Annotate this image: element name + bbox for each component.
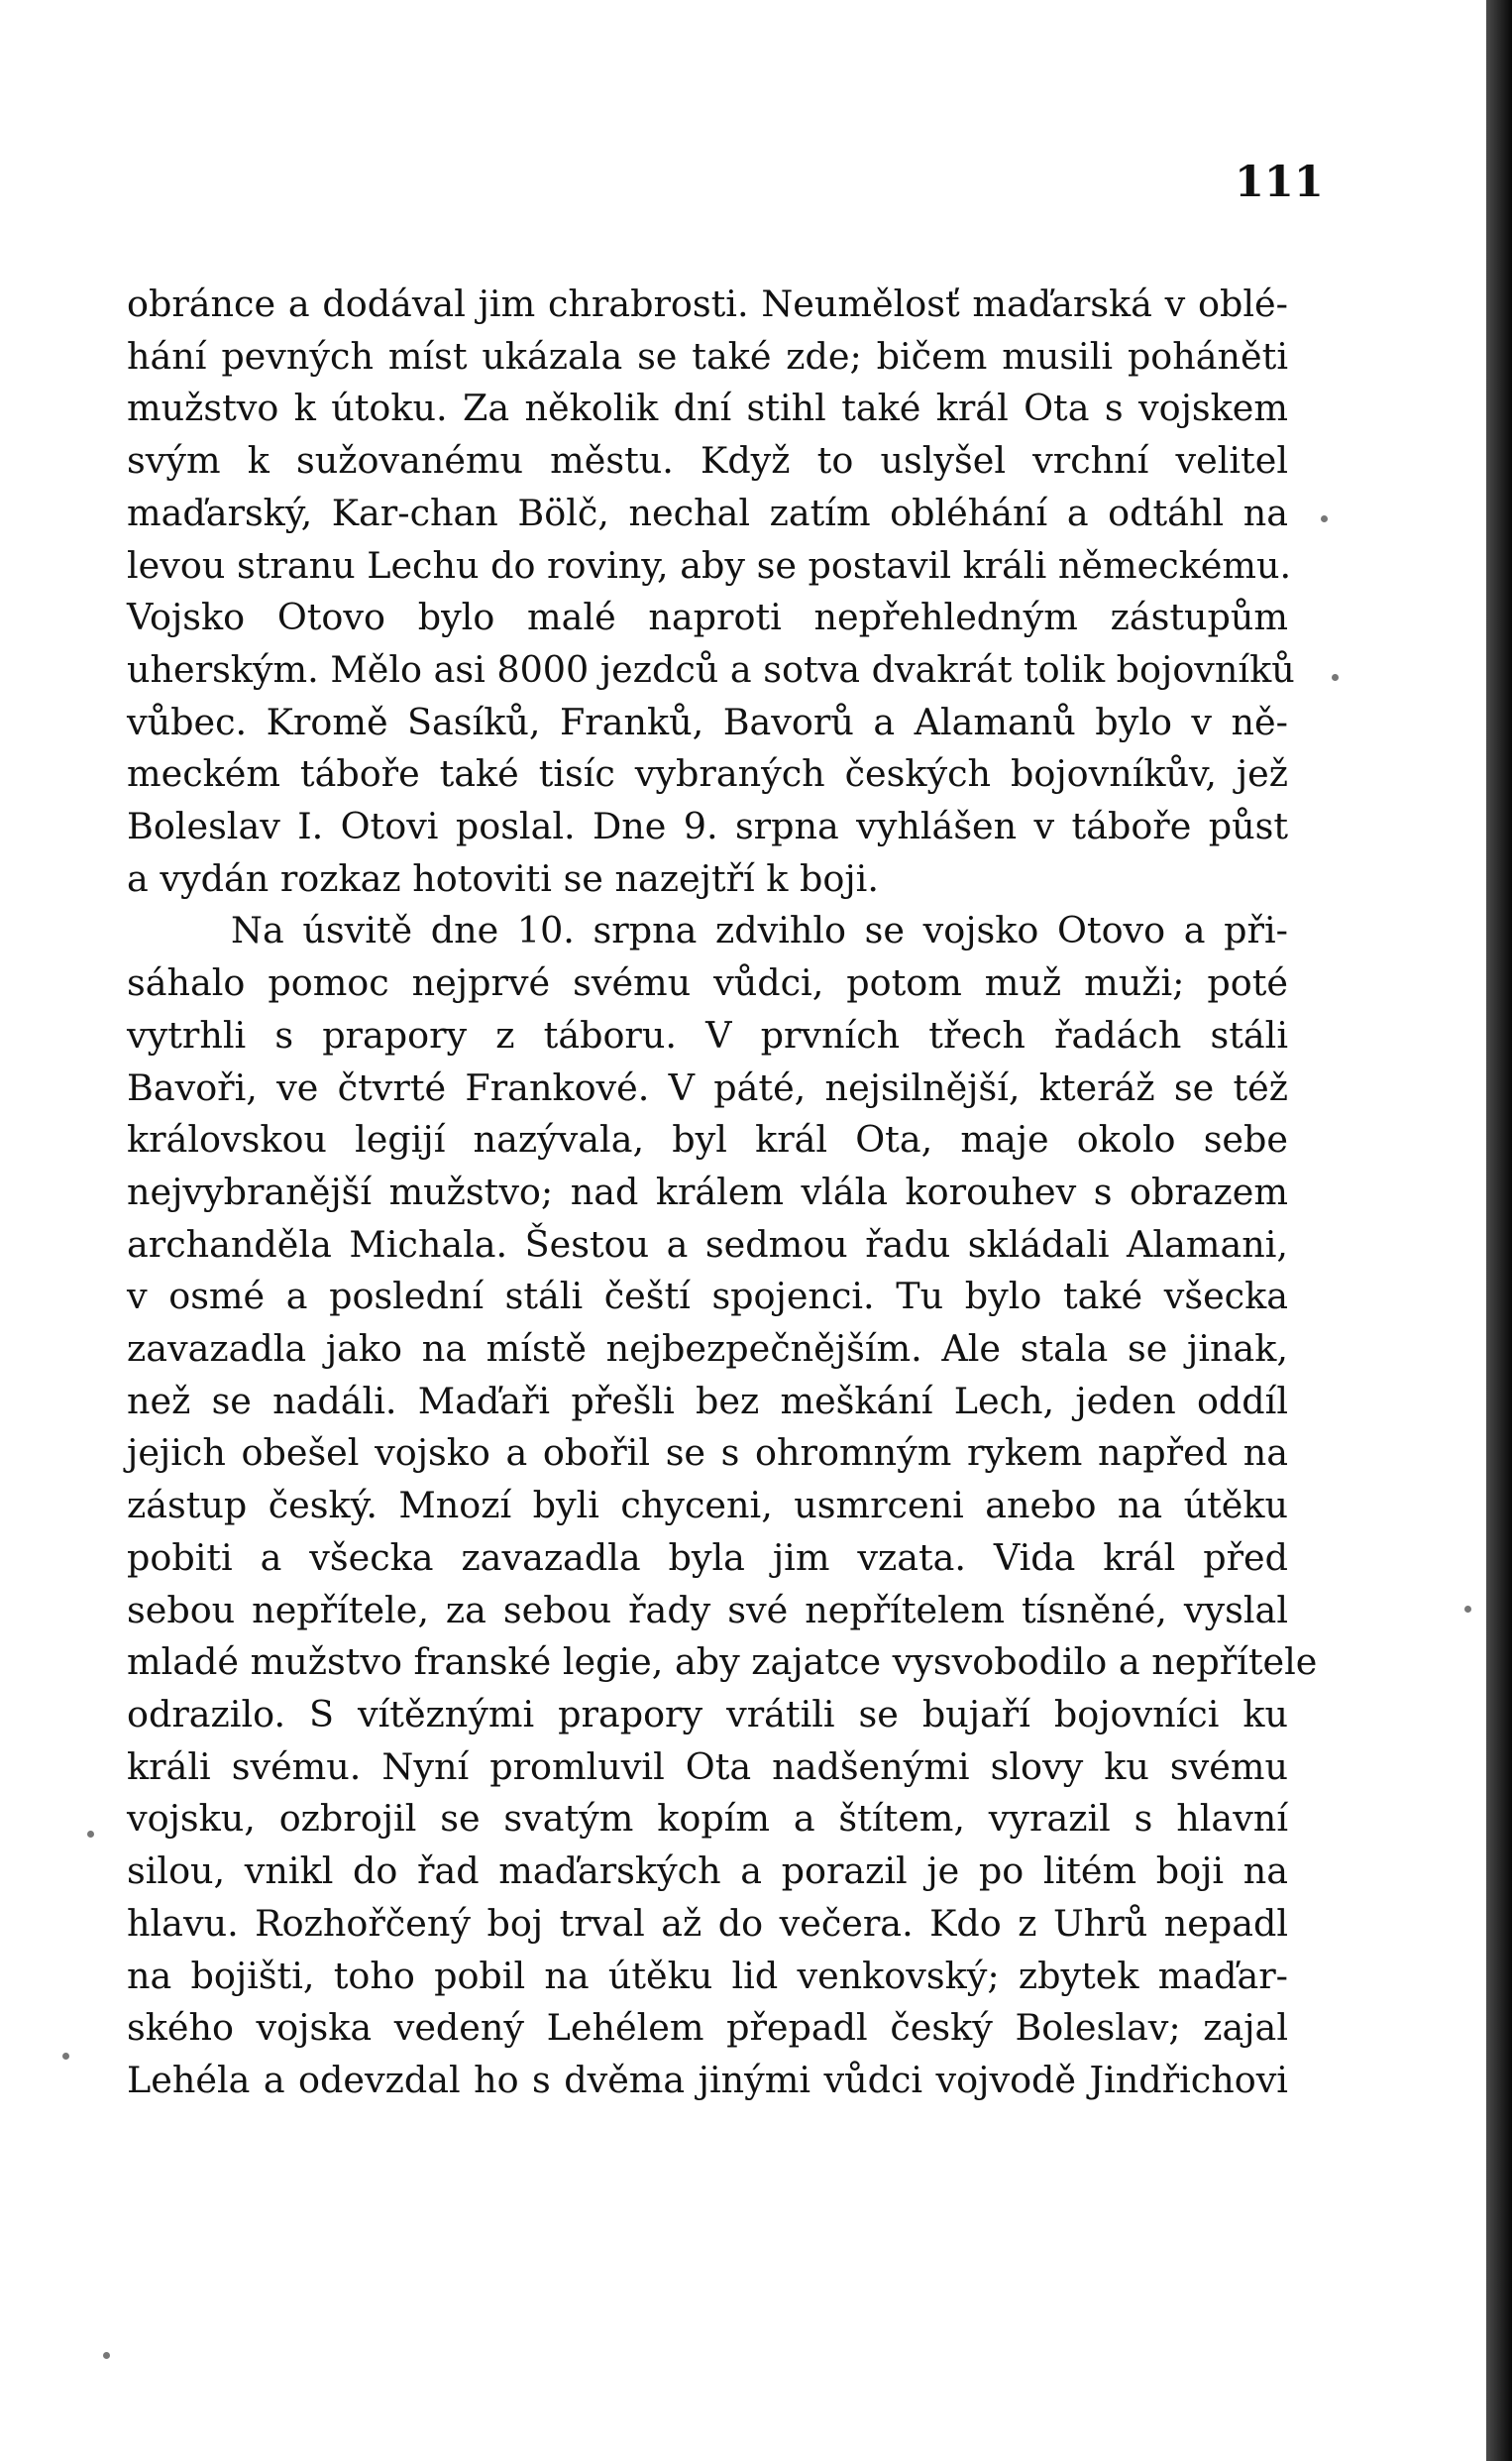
text-line: mužstvo k útoku. Za několik dní stihl také král Ota s vojskem (127, 387, 1288, 430)
text-line: Na úsvitě dne 10. srpna zdvihlo se vojsko Otovo a při- (231, 909, 1288, 952)
text-line: králi svému. Nyní promluvil Ota nadšenými slovy ku svému (127, 1744, 1288, 1788)
text-line: v osmé a poslední stáli čeští spojenci. Tu bylo také všecka (127, 1275, 1288, 1318)
print-speck (87, 1831, 94, 1838)
text-line: na bojišti, toho pobil na útěku lid venkovský; zbytek maďar- (127, 1954, 1288, 1997)
text-line: nejvybranější mužstvo; nad králem vlála korouhev s obrazem (127, 1170, 1288, 1213)
print-speck (62, 2053, 69, 2060)
text-line: jejich obešel vojsko a obořil se s ohromným rykem napřed na (127, 1431, 1288, 1475)
print-speck (103, 2352, 110, 2359)
text-line: vojsku, ozbrojil se svatým kopím a štítem, vyrazil s hlavní (127, 1797, 1288, 1841)
text-line: levou stranu Lechu do roviny, aby se postavil králi německému. (127, 543, 1292, 587)
text-line: maďarský, Kar-chan Bölč, nechal zatím obléhání a odtáhl na (127, 491, 1288, 534)
text-line: silou, vnikl do řad maďarských a porazil je po litém boji na (127, 1849, 1288, 1893)
text-line: vůbec. Kromě Sasíků, Franků, Bavorů a Alamanů bylo v ně- (127, 700, 1288, 743)
text-line: královskou legijí nazývala, byl král Ota, maje okolo sebe (127, 1118, 1288, 1162)
text-line: ského vojska vedený Lehélem přepadl český Boleslav; zajal (127, 2006, 1288, 2050)
text-line: pobiti a všecka zavazadla byla jim vzata. Vida král před (127, 1535, 1288, 1579)
print-speck (1332, 674, 1339, 681)
text-line: než se nadáli. Maďaři přešli bez meškání Lech, jeden oddíl (127, 1379, 1288, 1422)
text-line: svým k sužovanému městu. Když to uslyšel vrchní velitel (127, 439, 1288, 483)
body-text (127, 279, 1318, 2107)
print-speck (1464, 1606, 1471, 1613)
text-line: a vydán rozkaz hotoviti se nazejtří k boji. (127, 856, 879, 900)
text-line: Boleslav I. Otovi poslal. Dne 9. srpna vyhlášen v táboře půst (127, 805, 1288, 848)
text-line: vytrhli s prapory z táboru. V prvních třech řadách stáli (127, 1013, 1288, 1057)
page-number: 111 (1235, 158, 1324, 207)
text-line: zavazadla jako na místě nejbezpečnějším. Ale stala se jinak, (127, 1327, 1288, 1371)
text-line: odrazilo. S vítěznými prapory vrátili se bujaří bojovníci ku (127, 1692, 1288, 1735)
text-line: sebou nepřítele, za sebou řady své nepřítelem tísněné, vyslal (127, 1588, 1288, 1631)
text-line: meckém táboře také tisíc vybraných českých bojovníkův, jež (127, 752, 1288, 796)
text-line: obránce a dodával jim chrabrosti. Neumělosť maďarská v oblé- (127, 282, 1288, 325)
text-line: hlavu. Rozhořčený boj trval až do večera. Kdo z Uhrů nepadl (127, 1901, 1288, 1945)
text-line: Lehéla a odevzdal ho s dvěma jinými vůdci vojvodě Jindřichovi (127, 2058, 1288, 2101)
book-spine-shadow (1486, 0, 1512, 2461)
text-line: hání pevných míst ukázala se také zde; bičem musili poháněti (127, 334, 1288, 378)
text-line: mladé mužstvo franské legie, aby zajatce vysvobodilo a nepřítele (127, 1640, 1318, 1684)
text-line: uherským. Mělo asi 8000 jezdců a sotva dvakrát tolik bojovníků (127, 647, 1295, 691)
text-line: archanděla Michala. Šestou a sedmou řadu skládali Alamani, (127, 1222, 1288, 1266)
print-speck (1321, 515, 1328, 522)
text-line: zástup český. Mnozí byli chyceni, usmrceni anebo na útěku (127, 1484, 1288, 1527)
text-line: Bavoři, ve čtvrté Frankové. V páté, nejsilnější, kteráž se též (127, 1065, 1288, 1109)
text-line: sáhalo pomoc nejprvé svému vůdci, potom muž muži; poté (127, 961, 1288, 1005)
text-line: Vojsko Otovo bylo malé naproti nepřehledným zástupům (127, 596, 1288, 639)
